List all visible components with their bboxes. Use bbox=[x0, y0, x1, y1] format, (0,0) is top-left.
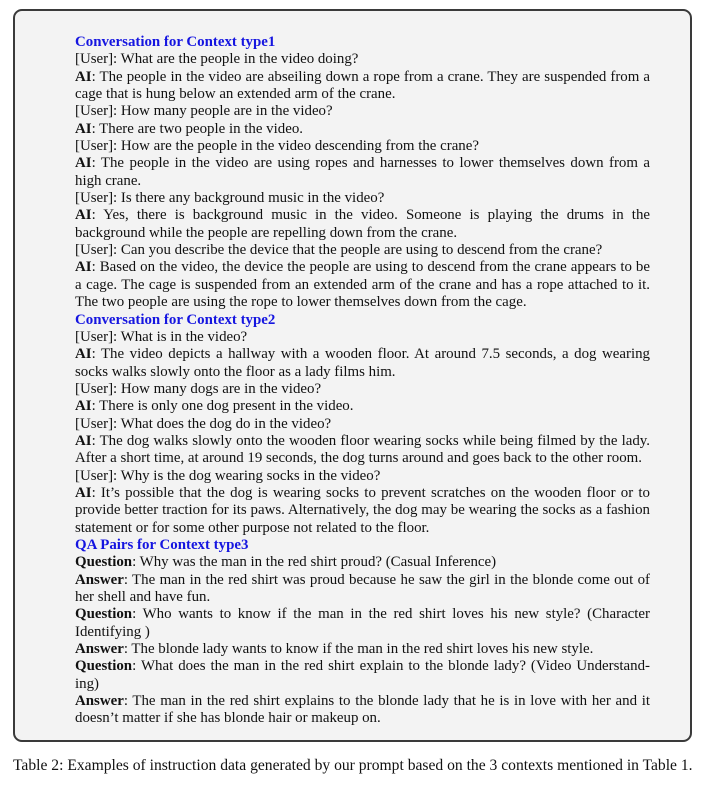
turn-text: : The man in the red shirt was proud because he saw the girl in the blonde come out of her shell and have fun. bbox=[75, 571, 650, 605]
speaker-label: AI bbox=[75, 207, 92, 224]
speaker-label: Question bbox=[75, 658, 133, 675]
speaker-label: AI bbox=[75, 346, 92, 363]
ai-turn bbox=[75, 121, 650, 138]
speaker-label: Question bbox=[75, 554, 133, 571]
user-turn bbox=[75, 138, 650, 155]
speaker-label: AI bbox=[75, 120, 92, 137]
speaker-label: [User] bbox=[75, 380, 114, 397]
user-turn bbox=[75, 329, 650, 346]
turn-text: : It’s possible that the dog is wearing socks to prevent scratches on the wooden floor or to provide better traction for its paws. Alternatively, the dog may be wearing the socks as a fashion statement or for some other purpose not related to the floor. bbox=[75, 484, 650, 536]
ai-turn bbox=[75, 485, 650, 537]
turn-text: : What does the dog do in the video? bbox=[113, 415, 332, 432]
turn-text: : What does the man in the red shirt explain to the blonde lady? (Video Understand-ing) bbox=[75, 658, 650, 692]
speaker-label: AI bbox=[75, 155, 92, 172]
speaker-label: [User] bbox=[75, 467, 114, 484]
question-item bbox=[75, 658, 650, 693]
user-turn bbox=[75, 468, 650, 485]
speaker-label: [User] bbox=[75, 190, 114, 207]
speaker-label: AI bbox=[75, 432, 92, 449]
speaker-label: AI bbox=[75, 68, 92, 85]
section-context-type3 bbox=[75, 537, 650, 728]
speaker-label: [User] bbox=[75, 138, 114, 155]
user-turn bbox=[75, 242, 650, 259]
speaker-label: Answer bbox=[75, 641, 124, 658]
turn-text: : The dog walks slowly onto the wooden floor wearing socks while being filmed by the lady. After a short time, at around 19 seconds, the dog turns around and goes back to the other room. bbox=[75, 432, 650, 467]
speaker-label: Answer bbox=[75, 693, 124, 710]
turn-text: : The people in the video are abseiling down a rope from a crane. They are suspended from a cage that is hung below an extended arm of the crane. bbox=[75, 68, 650, 103]
user-turn bbox=[75, 416, 650, 433]
section-context-type1 bbox=[75, 34, 650, 312]
ai-turn bbox=[75, 346, 650, 381]
question-item bbox=[75, 606, 650, 641]
example-content bbox=[75, 34, 650, 728]
turn-text: : How many people are in the video? bbox=[113, 103, 333, 120]
ai-turn bbox=[75, 259, 650, 311]
turn-text: : What are the people in the video doing? bbox=[113, 51, 359, 68]
section-heading: Conversation for Context type1 bbox=[75, 34, 276, 50]
answer-item bbox=[75, 641, 650, 658]
speaker-label: [User] bbox=[75, 415, 114, 432]
turn-text: : What is in the video? bbox=[113, 328, 248, 345]
section-context-type2 bbox=[75, 312, 650, 537]
answer-item bbox=[75, 693, 650, 728]
turn-text: : Based on the video, the device the people are using to descend from the crane appears to be a cage. The cage is suspended from an extended arm of the crane and has a rope attached to it. The two people are using the rope to lower themselves down from the cage. bbox=[75, 259, 650, 311]
user-turn bbox=[75, 51, 650, 68]
turn-text: : Why was the man in the red shirt proud? (Casual Inference) bbox=[132, 554, 497, 571]
user-turn bbox=[75, 381, 650, 398]
turn-text: : There are two people in the video. bbox=[91, 120, 303, 137]
turn-text: : How are the people in the video descending from the crane? bbox=[113, 138, 479, 155]
speaker-label: AI bbox=[75, 484, 92, 501]
turn-text: : Why is the dog wearing socks in the video? bbox=[113, 467, 381, 484]
turn-text: : Who wants to know if the man in the red shirt loves his new style? (Character Identifying ) bbox=[75, 606, 650, 640]
speaker-label: [User] bbox=[75, 103, 114, 120]
section-heading: Conversation for Context type2 bbox=[75, 311, 276, 328]
table-caption: Table 2: Examples of instruction data generated by our prompt based on the 3 contexts mentioned in Table 1. bbox=[13, 757, 693, 774]
turn-text: : There is only one dog present in the video. bbox=[91, 398, 354, 415]
ai-turn bbox=[75, 69, 650, 104]
speaker-label: Question bbox=[75, 606, 133, 623]
ai-turn bbox=[75, 207, 650, 242]
user-turn bbox=[75, 103, 650, 120]
turn-text: : Can you describe the device that the people are using to descend from the crane? bbox=[113, 242, 603, 259]
section-heading: QA Pairs for Context type3 bbox=[75, 536, 249, 553]
turn-text: : Is there any background music in the video? bbox=[113, 190, 385, 207]
turn-text: : How many dogs are in the video? bbox=[113, 380, 322, 397]
turn-text: : The people in the video are using ropes and harnesses to lower themselves down from a high crane. bbox=[75, 155, 650, 189]
answer-item bbox=[75, 572, 650, 607]
turn-text: : Yes, there is background music in the video. Someone is playing the drums in the background while the people are repelling down from the crane. bbox=[75, 207, 650, 241]
turn-text: : The video depicts a hallway with a wooden floor. At around 7.5 seconds, a dog wearing socks walks slowly onto the floor as a lady films him. bbox=[75, 346, 650, 380]
user-turn bbox=[75, 190, 650, 207]
speaker-label: [User] bbox=[75, 242, 114, 259]
turn-text: : The blonde lady wants to know if the man in the red shirt loves his new style. bbox=[123, 641, 594, 658]
ai-turn bbox=[75, 398, 650, 415]
example-box bbox=[13, 9, 692, 742]
ai-turn bbox=[75, 433, 650, 468]
question-item bbox=[75, 554, 650, 571]
turn-text: : The man in the red shirt explains to the blonde lady that he is in love with her and it doesn’t matter if she has blonde hair or makeup on. bbox=[75, 693, 650, 727]
ai-turn bbox=[75, 155, 650, 190]
speaker-label: AI bbox=[75, 259, 92, 276]
speaker-label: [User] bbox=[75, 51, 114, 68]
speaker-label: Answer bbox=[75, 571, 124, 588]
speaker-label: AI bbox=[75, 398, 92, 415]
speaker-label: [User] bbox=[75, 328, 114, 345]
